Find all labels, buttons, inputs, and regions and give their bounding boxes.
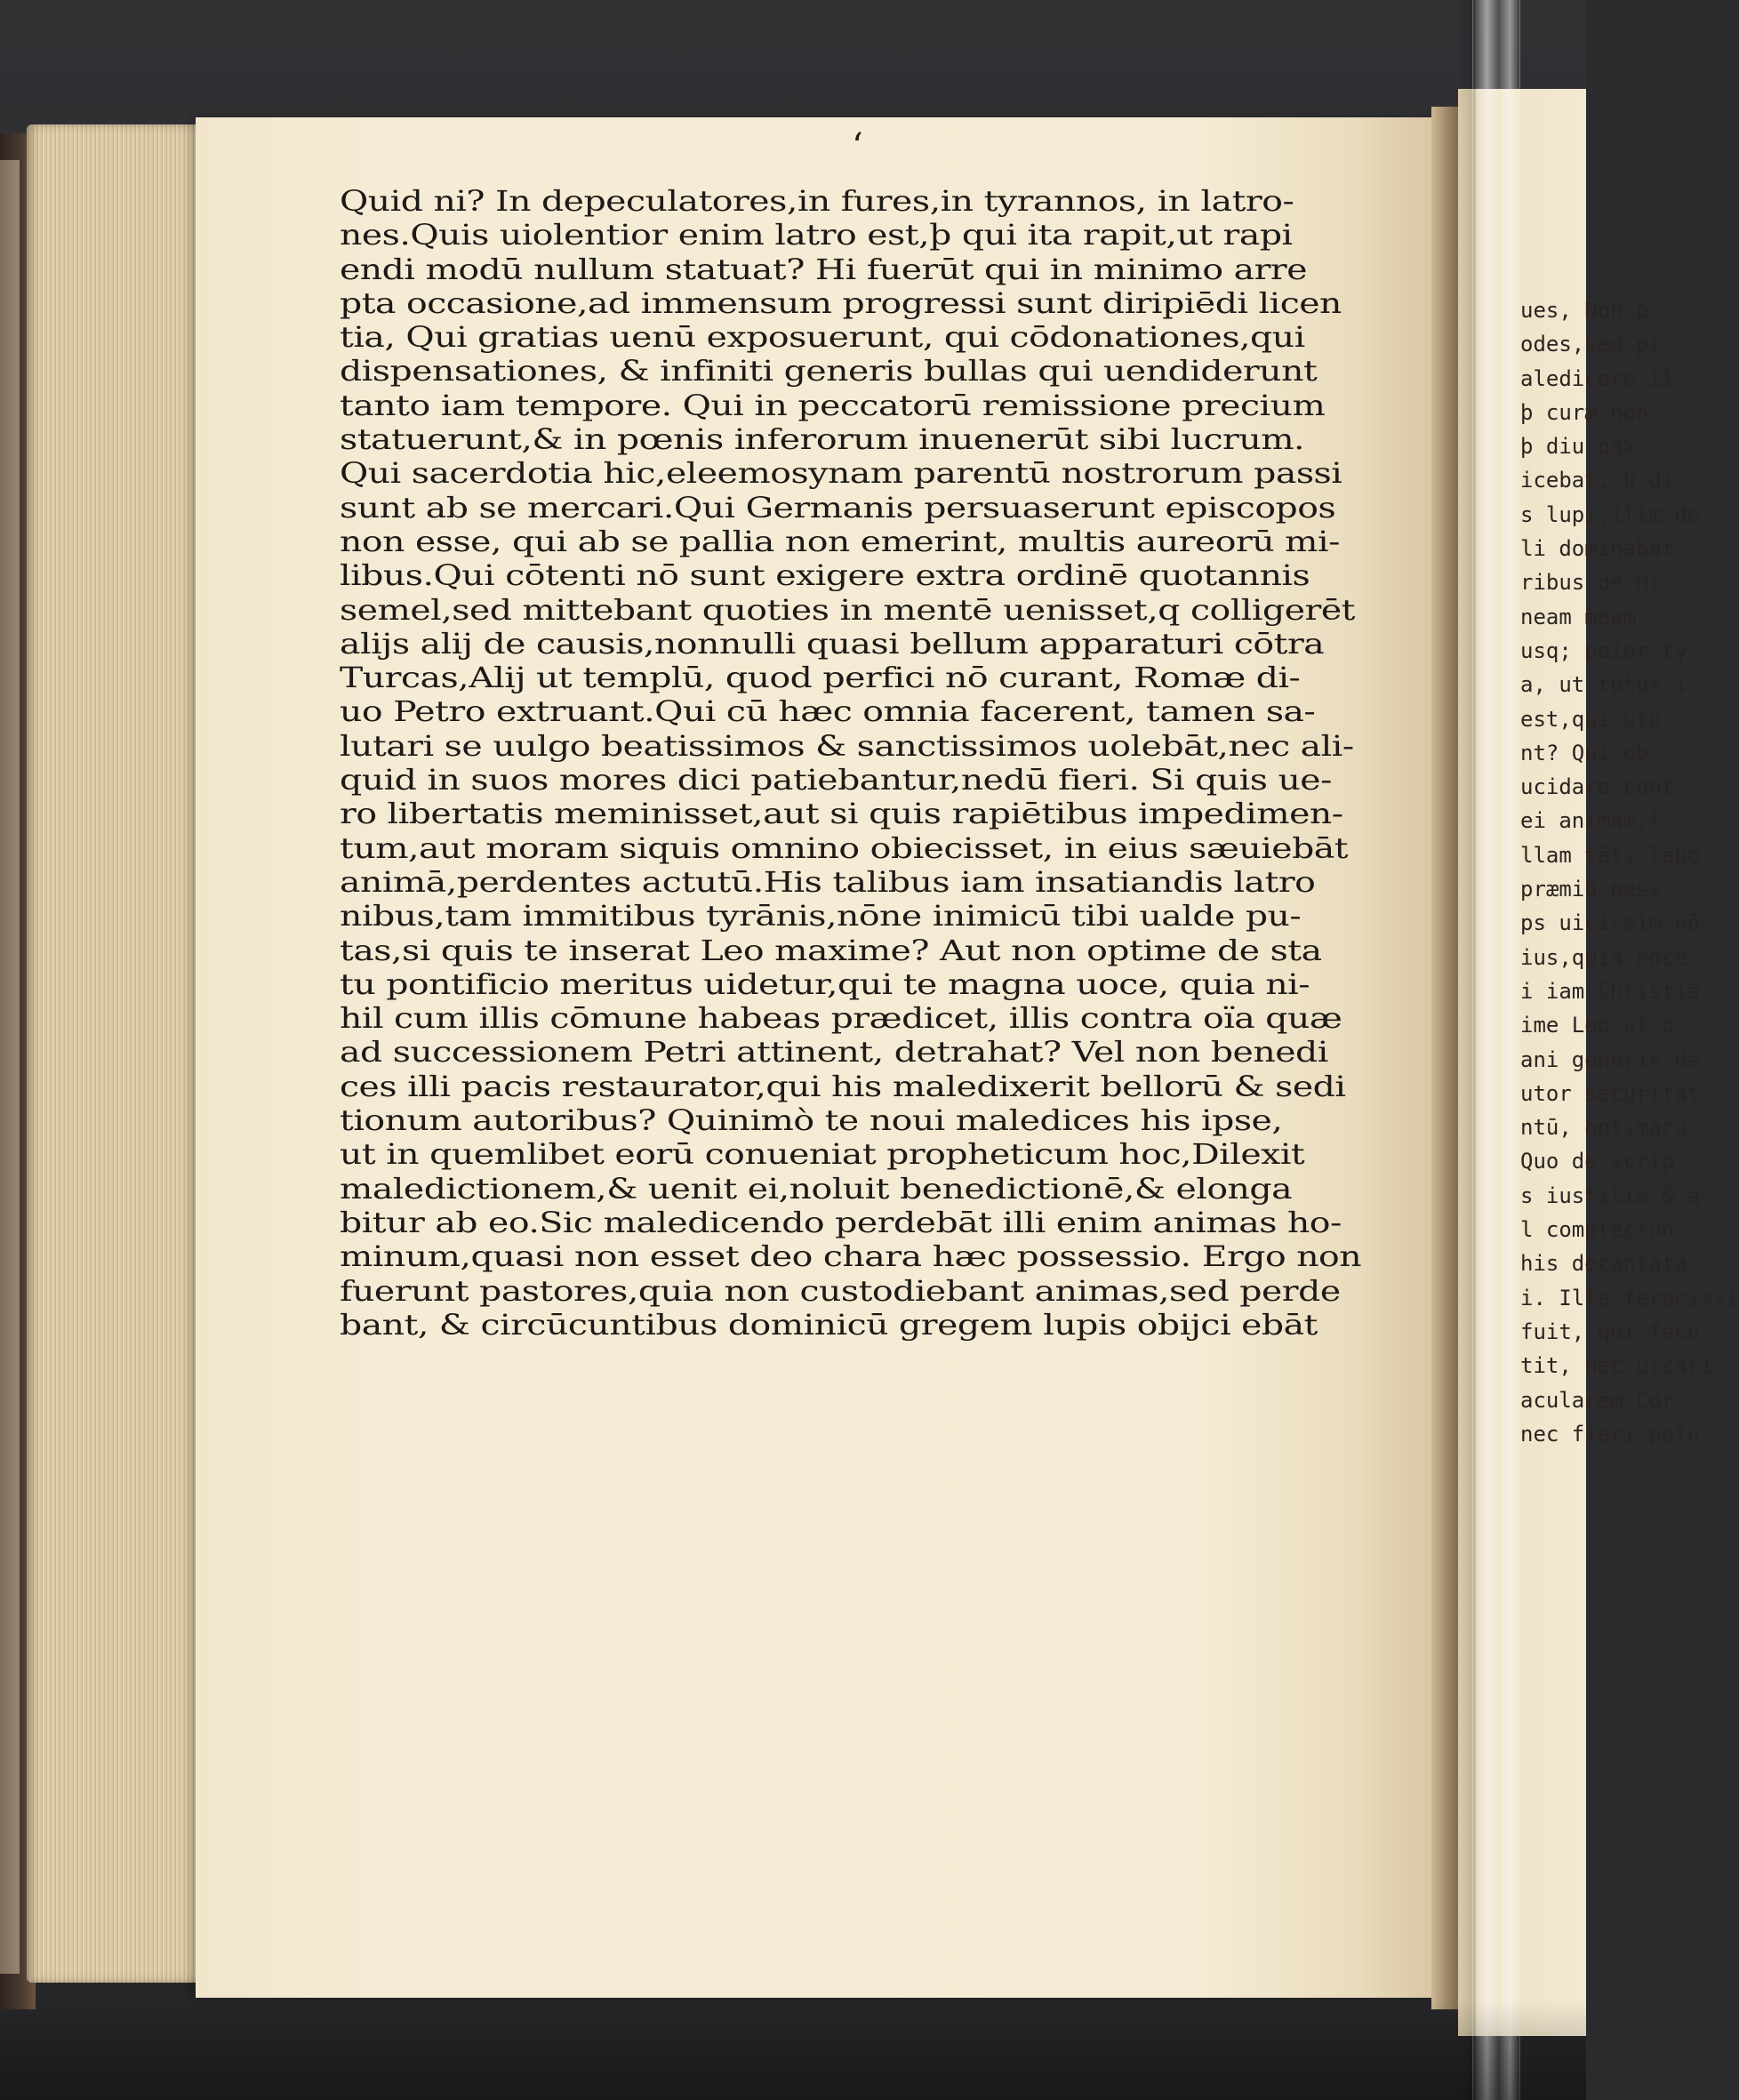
text-line: minum,quasi non esset deo chara hæc possessio. Ergo non (340, 1241, 1362, 1274)
text-line: ut in quemlibet eorū conueniat propheticum hoc,Dilexit (340, 1139, 1305, 1172)
plastic-page-clamp (1472, 0, 1520, 2100)
text-line: tas,si quis te inserat Leo maxime? Aut non optime de sta (340, 934, 1322, 967)
recto-text-line: utor securitat (1520, 1080, 1701, 1106)
recto-text-line: acularem Cor (1520, 1387, 1675, 1413)
text-line: dispensationes, & infiniti generis bullas qui uendiderunt (340, 356, 1318, 389)
recto-text-line: s lupi,illæ de (1520, 501, 1701, 527)
recto-text-line: llam tāti labo (1520, 842, 1701, 868)
recto-text-line: li dominabat (1520, 536, 1675, 562)
recto-text-line: tit, nec uicari (1520, 1353, 1713, 1379)
recto-text-line: his decantata (1520, 1251, 1687, 1277)
main-text-block (340, 185, 1375, 1343)
text-line: nes.Quis uiolentior enim latro est,þ qui ita rapit,ut rapi (340, 220, 1293, 252)
page-stack-fore-edge (27, 124, 204, 1983)
recto-text-line: i iam Christia (1520, 978, 1701, 1004)
recto-text-line: nt? Qui ob (1520, 740, 1649, 765)
text-line: bitur ab eo.Sic maledicendo perdebāt illi enim animas ho- (340, 1206, 1342, 1239)
recto-text-fragments (1520, 293, 1739, 1451)
recto-text-line: ues, Non p (1520, 298, 1649, 323)
text-line: Turcas,Alij ut templū, quod perfici nō curant, Romæ di- (340, 662, 1301, 695)
recto-text-line: ius,quia noce (1520, 944, 1687, 970)
text-line: sunt ab se mercari.Qui Germanis persuaserunt episcopos (340, 492, 1336, 525)
text-line: bant, & circūcuntibus dominicū gregem lupis obijci ebāt (340, 1309, 1318, 1342)
text-line: endi modū nullum statuat? Hi fuerūt qui in minimo arre (340, 253, 1308, 286)
text-line: fuerunt pastores,quia non custodiebant animas,sed perde (340, 1275, 1341, 1308)
text-line: semel,sed mittebant quoties in mentē uenisset,q colligerēt (340, 594, 1355, 627)
text-line: pta occasione,ad immensum progressi sunt diripiēdi licen (340, 287, 1342, 320)
recto-text-line: nec fieri potu (1520, 1421, 1701, 1447)
recto-text-line: est,qui uto (1520, 706, 1662, 732)
text-line: ro libertatis meminisset,aut si quis rapiētibus impedimen- (340, 798, 1343, 831)
text-line: ces illi pacis restaurator,qui his maledixerit bellorū & sedi (340, 1070, 1346, 1103)
recto-text-line: Quo de scrip (1520, 1149, 1675, 1174)
bottom-shadow (0, 2000, 1586, 2100)
recto-text-line: odes,sed pi (1520, 332, 1662, 357)
text-line: tu pontificio meritus uidetur,qui te magna uoce, quia ni- (340, 968, 1310, 1001)
text-line: Quid ni? In depeculatores,in fures,in tyrannos, in latro- (340, 186, 1294, 218)
recto-text-line: a, ut tutus i (1520, 672, 1687, 698)
left-cover-edge (0, 160, 20, 1974)
text-line: tionum autoribus? Quinimò te noui maledices his ipse, (340, 1105, 1283, 1138)
text-line: Qui sacerdotia hic,eleemosynam parentū nostrorum passi (340, 458, 1342, 491)
text-line: non esse, qui ab se pallia non emerint, multis aureorū mi- (340, 525, 1340, 558)
recto-text-line: þ diu pax (1520, 434, 1637, 460)
text-line: animā,perdentes actutū.His talibus iam insatiandis latro (340, 866, 1316, 899)
text-line: libus.Qui cōtenti nō sunt exigere extra ordinē quotannis (340, 560, 1310, 593)
text-line: uo Petro extruant.Qui cū hæc omnia facerent, tamen sa- (340, 696, 1316, 729)
text-line: hil cum illis cōmune habeas prædicet, illis contra oïa quæ (340, 1003, 1342, 1036)
text-line: lutari se uulgo beatissimos & sanctissimos uolebāt,nec ali- (340, 730, 1354, 763)
page-mark: ‘ (852, 126, 863, 167)
recto-text-line: ani generis de (1520, 1046, 1701, 1072)
text-line: tanto iam tempore. Qui in peccatorū remissione precium (340, 389, 1326, 422)
recto-text-line: præmiū pess (1520, 877, 1662, 902)
text-line: tum,aut moram siquis omnino obiecisset, in eius sæuiebāt (340, 832, 1349, 865)
text-line: maledictionem,& uenit ei,noluit benedictionē,& elonga (340, 1173, 1293, 1206)
recto-text-line: l complectun (1520, 1217, 1675, 1243)
text-line: ad successionem Petri attinent, detrahat? Vel non benedi (340, 1037, 1328, 1070)
recto-text-line: ribus de Hi (1520, 570, 1662, 596)
recto-text-line: ucidare cont (1520, 774, 1675, 800)
recto-text-line: i. Illa ferocissi (1520, 1285, 1739, 1310)
text-line: quid in suos mores dici patiebantur,nedū fieri. Si quis ue- (340, 765, 1332, 798)
recto-text-line: ei animam,f (1520, 808, 1662, 834)
recto-text-line: ime Leo,ut o (1520, 1013, 1675, 1038)
recto-text-line: icebat, þ di (1520, 468, 1675, 493)
text-line: tia, Qui gratias uenū exposuerunt, qui cōdonationes,qui (340, 322, 1305, 355)
recto-text-line: þ curæ non (1520, 399, 1649, 425)
text-line: nibus,tam immitibus tyrānis,nōne inimicū tibi ualde pu- (340, 901, 1302, 934)
recto-text-line: ntū, optimarū (1520, 1115, 1687, 1141)
recto-text-line: ps uicissim nō (1520, 910, 1701, 936)
text-line: alijs alij de causis,nonnulli quasi bellum apparaturi cōtra (340, 628, 1325, 661)
recto-text-line: usq; peior ty (1520, 637, 1687, 663)
text-line: statuerunt,& in pœnis inferorum inuenerūt sibi lucrum. (340, 424, 1305, 457)
recto-text-line: s iustitia & a (1520, 1182, 1701, 1208)
recto-text-line: aledicere il (1520, 365, 1675, 391)
recto-text-line: fuit, qui fecu (1520, 1319, 1701, 1344)
recto-text-line: neam meam (1520, 604, 1637, 629)
